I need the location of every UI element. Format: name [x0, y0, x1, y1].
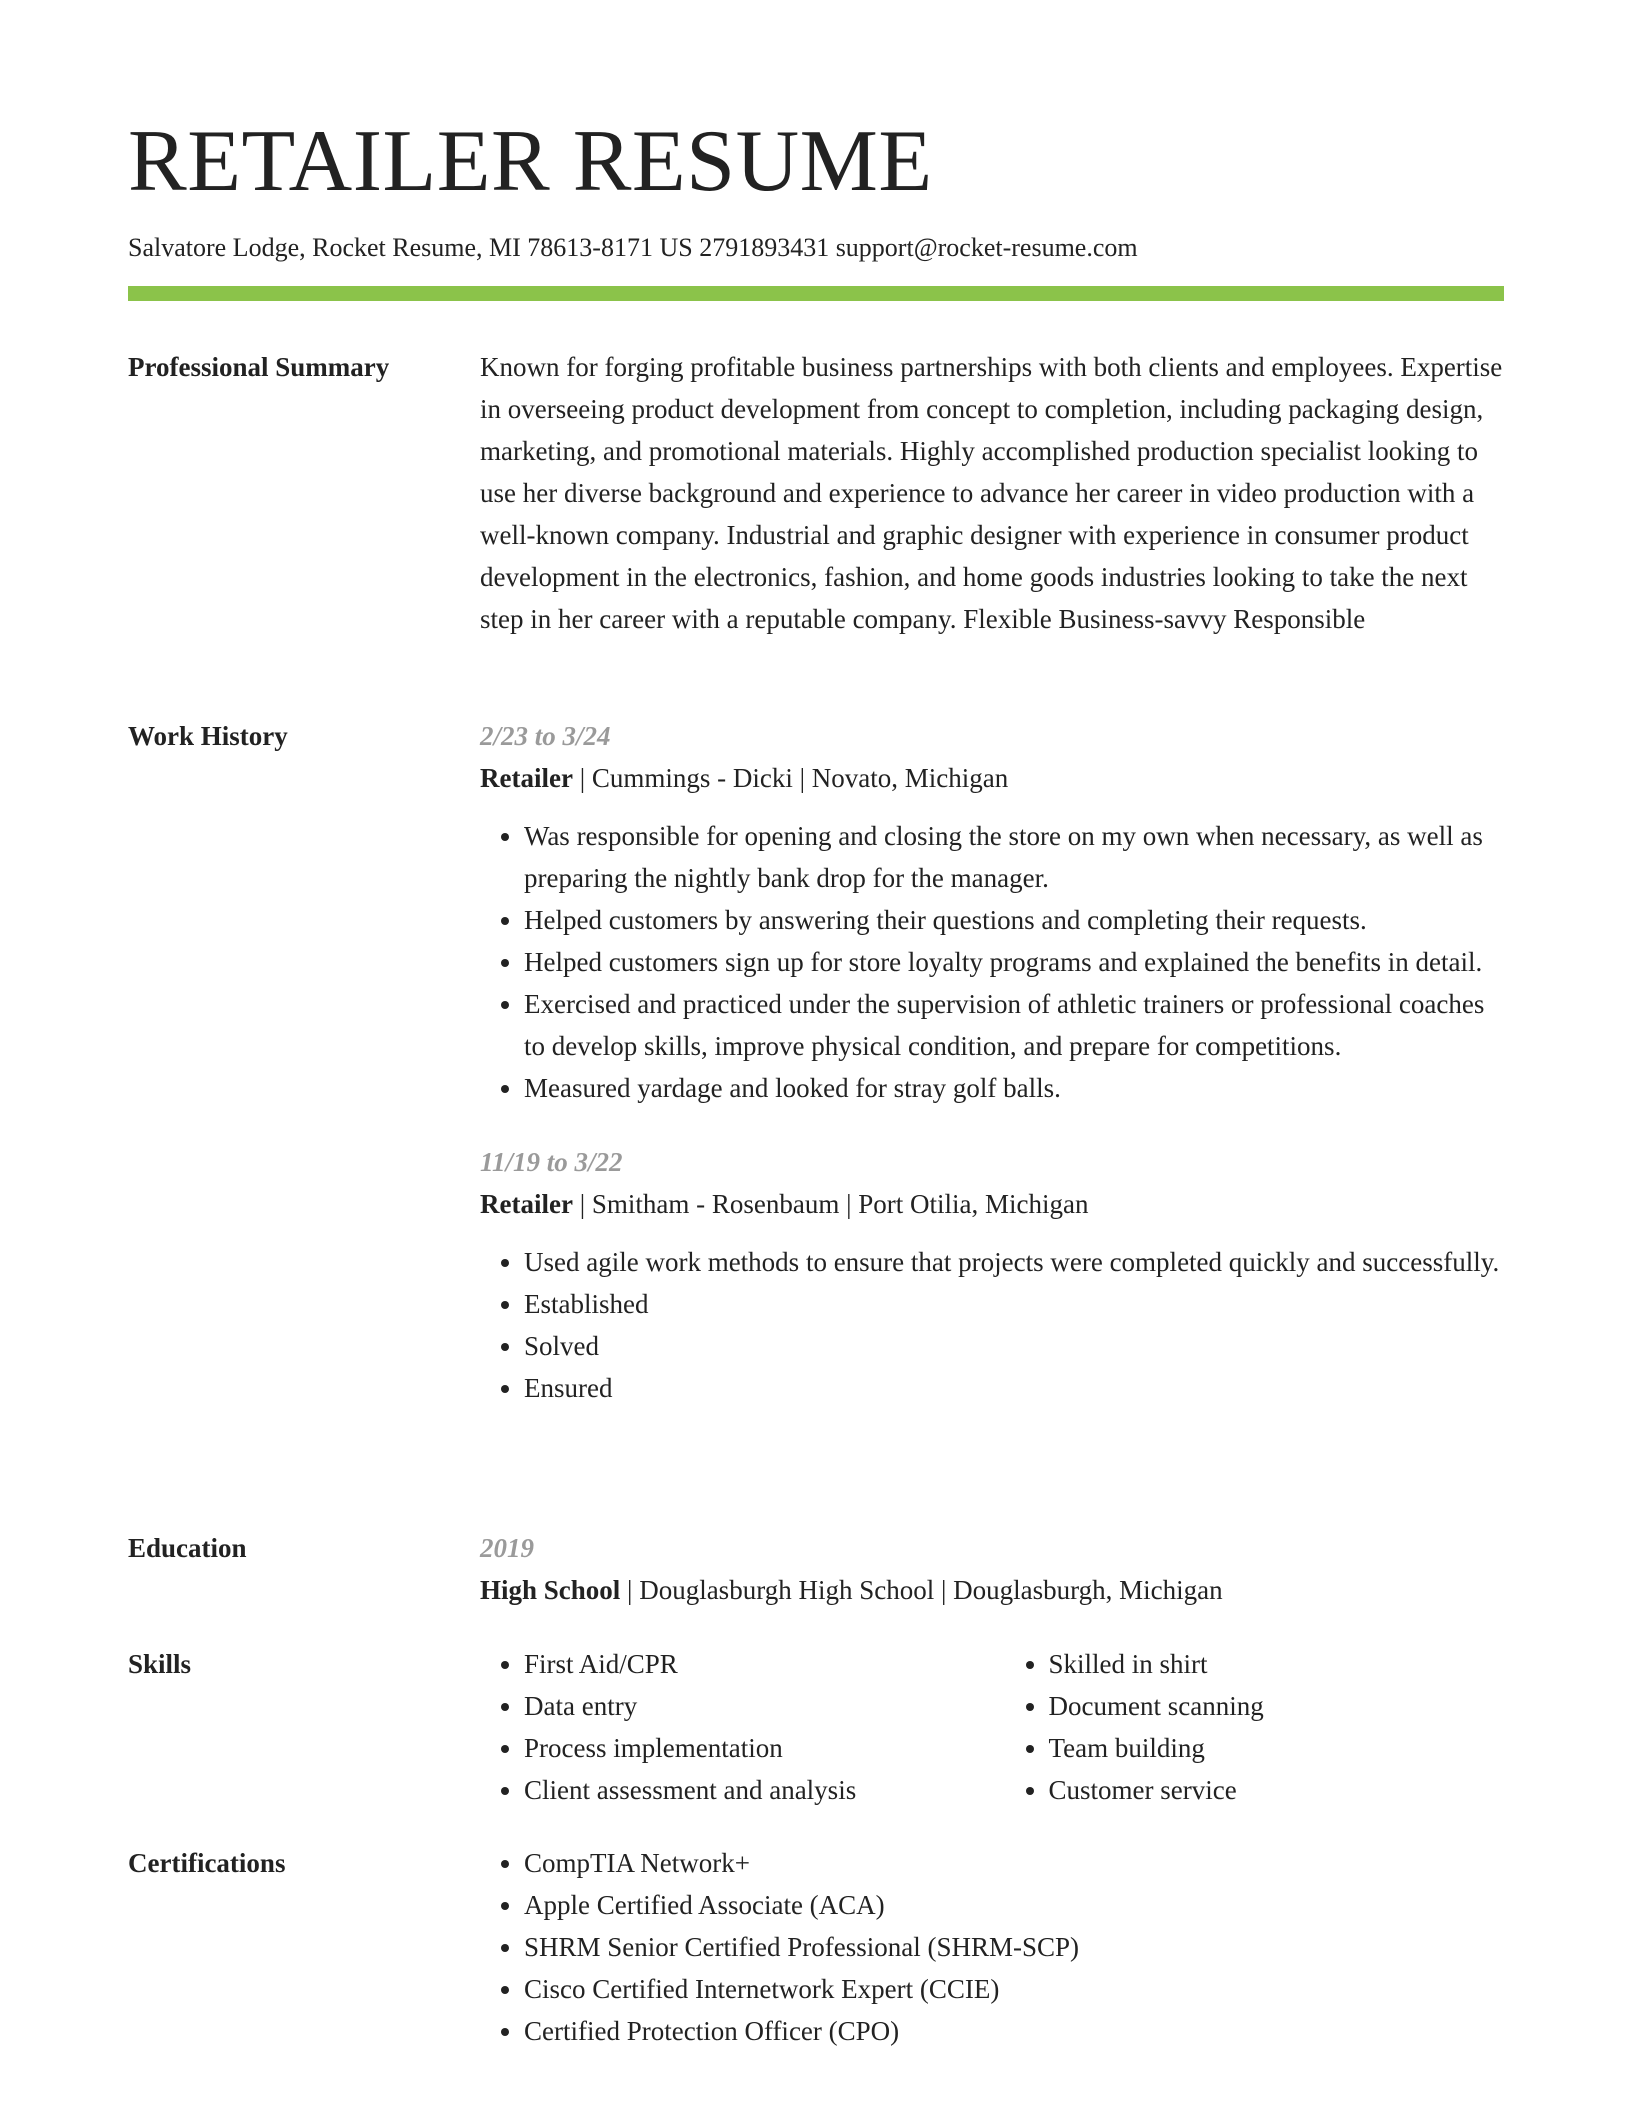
- education-heading: Education: [128, 1533, 247, 1563]
- list-item: • Data entry: [524, 1685, 961, 1727]
- education-details: | Douglasburgh High School | Douglasburgh, Michigan: [620, 1575, 1223, 1605]
- job-role-line: [480, 1183, 1504, 1225]
- education-year: 2019: [480, 1533, 534, 1563]
- job-dates: 2/23 to 3/24: [480, 721, 611, 751]
- list-item: • Exercised and practiced under the supervision of athletic trainers or professional coaches to develop skills, improve physical condition, and prepare for competitions.: [524, 983, 1504, 1067]
- job-dates: 11/19 to 3/22: [480, 1147, 623, 1177]
- education-content: [480, 1527, 1504, 1611]
- education-line: [480, 1569, 1504, 1611]
- work-history-content: [480, 715, 1504, 1409]
- list-item: • Helped customers by answering their questions and completing their requests.: [524, 899, 1504, 941]
- job-title: Retailer: [480, 1189, 573, 1219]
- list-item: • Skilled in shirt: [1049, 1643, 1504, 1685]
- accent-divider: [128, 286, 1504, 301]
- job-bullets: [480, 815, 1504, 1109]
- list-item: • Customer service: [1049, 1769, 1504, 1811]
- list-item: • Apple Certified Associate (ACA): [524, 1884, 1504, 1926]
- list-item: • Ensured: [524, 1367, 1504, 1409]
- list-item: • First Aid/CPR: [524, 1643, 961, 1685]
- job-title: Retailer: [480, 763, 573, 793]
- education-degree: High School: [480, 1575, 621, 1605]
- list-item: • Process implementation: [524, 1727, 961, 1769]
- list-item: • Document scanning: [1049, 1685, 1504, 1727]
- skills-content: [480, 1643, 1504, 1811]
- resume-title: RETAILER RESUME: [128, 113, 933, 210]
- job-bullets: [480, 1241, 1504, 1409]
- list-item: • SHRM Senior Certified Professional (SHRM-SCP): [524, 1926, 1504, 1968]
- contact-line: Salvatore Lodge, Rocket Resume, MI 78613-8171 US 2791893431 support@rocket-resume.com: [128, 233, 1138, 262]
- summary-text: Known for forging profitable business partnerships with both clients and employees. Expertise in overseeing product development from concept to completion, including packaging design, marketing, and promotional materials. Highly accomplished production specialist looking to use her diverse background and experience to advance her career in video production with a well-known company. Industrial and graphic designer with experience in consumer product development in the electronics, fashion, and home goods industries looking to take the next step in her career with a reputable company. Flexible Business-savvy Responsible: [480, 352, 1503, 634]
- list-item: • Team building: [1049, 1727, 1504, 1769]
- job-role-line: [480, 757, 1504, 799]
- list-item: • Helped customers sign up for store loyalty programs and explained the benefits in detail.: [524, 941, 1504, 983]
- list-item: • CompTIA Network+: [524, 1842, 1504, 1884]
- skills-heading: Skills: [128, 1649, 192, 1679]
- summary-content: [480, 346, 1504, 640]
- skills-column-1: [480, 1643, 961, 1811]
- job-entry: [480, 715, 1504, 1109]
- summary-heading: Professional Summary: [128, 352, 390, 382]
- list-item: • Established: [524, 1283, 1504, 1325]
- job-details: | Smitham - Rosenbaum | Port Otilia, Michigan: [572, 1189, 1089, 1219]
- job-entry: [480, 1141, 1504, 1409]
- list-item: • Client assessment and analysis: [524, 1769, 961, 1811]
- certifications-list: [480, 1842, 1504, 2052]
- list-item: • Certified Protection Officer (CPO): [524, 2010, 1504, 2052]
- certifications-heading: Certifications: [128, 1848, 286, 1878]
- list-item: • Measured yardage and looked for stray golf balls.: [524, 1067, 1504, 1109]
- list-item: • Solved: [524, 1325, 1504, 1367]
- list-item: • Was responsible for opening and closing the store on my own when necessary, as well as preparing the nightly bank drop for the manager.: [524, 815, 1504, 899]
- skills-grid: [480, 1643, 1504, 1811]
- job-details: | Cummings - Dicki | Novato, Michigan: [572, 763, 1009, 793]
- work-history-heading: Work History: [128, 721, 288, 751]
- certifications-content: [480, 1842, 1504, 2052]
- skills-column-2: [1005, 1643, 1504, 1811]
- list-item: • Cisco Certified Internetwork Expert (CCIE): [524, 1968, 1504, 2010]
- list-item: • Used agile work methods to ensure that projects were completed quickly and successfully.: [524, 1241, 1504, 1283]
